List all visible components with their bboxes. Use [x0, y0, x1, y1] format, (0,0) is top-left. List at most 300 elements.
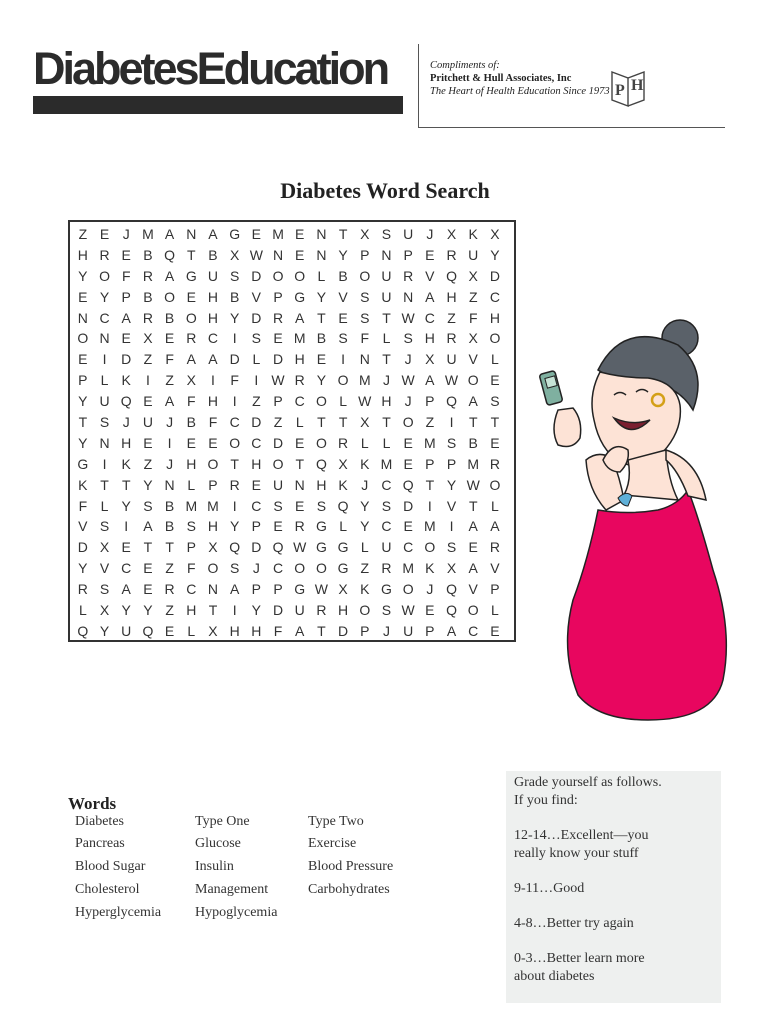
grid-letter[interactable]: D — [272, 434, 284, 451]
grid-letter[interactable]: R — [142, 309, 153, 326]
grid-letter[interactable]: O — [272, 267, 284, 284]
grid-letter[interactable]: R — [77, 581, 88, 598]
grid-letter[interactable]: J — [404, 351, 412, 368]
grid-letter[interactable]: H — [77, 246, 88, 263]
grid-letter[interactable]: I — [232, 497, 237, 514]
grid-letter[interactable]: A — [446, 622, 457, 639]
grid-letter[interactable]: Z — [468, 288, 478, 305]
grid-letter[interactable]: I — [167, 434, 172, 451]
grid-letter[interactable]: P — [208, 476, 218, 493]
grid-letter[interactable]: Q — [446, 267, 457, 284]
grid-letter[interactable]: O — [315, 560, 327, 577]
grid-letter[interactable]: Q — [77, 622, 89, 639]
grid-letter[interactable]: L — [100, 372, 109, 389]
grid-letter[interactable]: F — [230, 372, 239, 389]
grid-letter[interactable]: E — [403, 434, 413, 451]
grid-letter[interactable]: H — [446, 288, 457, 305]
grid-letter[interactable]: T — [100, 476, 109, 493]
grid-letter[interactable]: A — [468, 393, 478, 410]
grid-letter[interactable]: I — [124, 518, 129, 535]
grid-letter[interactable]: E — [121, 330, 131, 347]
grid-letter[interactable]: E — [468, 539, 478, 556]
grid-letter[interactable]: C — [251, 434, 262, 451]
grid-letter[interactable]: H — [207, 518, 219, 535]
grid-letter[interactable]: A — [425, 288, 435, 305]
grid-letter[interactable]: E — [403, 455, 413, 472]
grid-letter[interactable]: Y — [121, 602, 131, 619]
grid-letter[interactable]: G — [294, 288, 306, 305]
grid-letter[interactable]: O — [272, 455, 284, 472]
grid-letter[interactable]: I — [341, 351, 346, 368]
grid-letter[interactable]: R — [381, 560, 392, 577]
grid-letter[interactable]: P — [251, 518, 262, 535]
grid-letter[interactable]: K — [360, 581, 370, 598]
grid-letter[interactable]: R — [164, 581, 175, 598]
grid-letter[interactable]: E — [490, 372, 500, 389]
grid-letter[interactable]: E — [490, 434, 500, 451]
grid-letter[interactable]: T — [468, 497, 478, 514]
grid-letter[interactable]: A — [121, 309, 131, 326]
grid-letter[interactable]: J — [382, 372, 390, 389]
grid-letter[interactable]: E — [316, 351, 327, 368]
grid-letter[interactable]: Z — [273, 414, 283, 431]
grid-letter[interactable]: N — [316, 226, 327, 242]
grid-letter[interactable]: R — [446, 246, 457, 263]
grid-letter[interactable]: Z — [165, 560, 174, 577]
grid-letter[interactable]: L — [339, 518, 347, 535]
grid-letter[interactable]: A — [186, 351, 196, 368]
grid-letter[interactable]: E — [99, 226, 110, 242]
grid-letter[interactable]: P — [403, 246, 413, 263]
grid-letter[interactable]: P — [273, 581, 283, 598]
grid-letter[interactable]: B — [208, 246, 218, 263]
grid-letter[interactable]: G — [337, 560, 349, 577]
grid-letter[interactable]: K — [78, 476, 88, 493]
grid-letter[interactable]: D — [489, 267, 500, 284]
grid-letter[interactable]: H — [229, 622, 240, 639]
grid-letter[interactable]: C — [424, 309, 435, 326]
grid-letter[interactable]: H — [294, 351, 305, 368]
grid-letter[interactable]: Q — [402, 476, 414, 493]
grid-letter[interactable]: V — [338, 288, 348, 305]
grid-letter[interactable]: C — [489, 288, 500, 305]
grid-letter[interactable]: Y — [490, 246, 500, 263]
grid-letter[interactable]: F — [273, 622, 283, 639]
grid-letter[interactable]: K — [338, 476, 348, 493]
grid-letter[interactable]: G — [381, 581, 392, 598]
grid-letter[interactable]: B — [164, 309, 175, 326]
grid-letter[interactable]: J — [426, 226, 434, 242]
grid-letter[interactable]: W — [271, 372, 285, 389]
grid-letter[interactable]: E — [295, 497, 305, 514]
grid-letter[interactable]: U — [381, 288, 392, 305]
grid-letter[interactable]: M — [424, 434, 436, 451]
grid-letter[interactable]: D — [251, 267, 262, 284]
grid-letter[interactable]: U — [446, 351, 457, 368]
grid-letter[interactable]: C — [403, 539, 414, 556]
grid-letter[interactable]: N — [359, 351, 370, 368]
grid-letter[interactable]: E — [273, 330, 283, 347]
grid-letter[interactable]: M — [358, 372, 371, 389]
grid-letter[interactable]: Y — [78, 267, 88, 284]
grid-letter[interactable]: S — [403, 330, 413, 347]
grid-letter[interactable]: T — [490, 414, 500, 431]
grid-letter[interactable]: A — [143, 518, 153, 535]
grid-letter[interactable]: W — [358, 393, 372, 410]
grid-letter[interactable]: L — [187, 622, 196, 639]
grid-letter[interactable]: O — [489, 330, 501, 347]
grid-letter[interactable]: N — [99, 330, 110, 347]
grid-letter[interactable]: W — [314, 581, 329, 598]
grid-letter[interactable]: H — [251, 455, 262, 472]
grid-letter[interactable]: R — [294, 518, 305, 535]
grid-letter[interactable]: D — [251, 539, 262, 556]
grid-letter[interactable]: Z — [78, 226, 88, 242]
grid-letter[interactable]: N — [294, 476, 305, 493]
grid-letter[interactable]: C — [121, 560, 132, 577]
grid-letter[interactable]: V — [468, 351, 478, 368]
grid-letter[interactable]: T — [382, 351, 391, 368]
grid-letter[interactable]: D — [251, 309, 262, 326]
grid-letter[interactable]: T — [382, 414, 391, 431]
grid-letter[interactable]: C — [294, 393, 305, 410]
grid-letter[interactable]: A — [208, 226, 218, 242]
grid-letter[interactable]: H — [316, 476, 327, 493]
grid-letter[interactable]: V — [251, 288, 262, 305]
grid-letter[interactable]: P — [360, 246, 370, 263]
grid-letter[interactable]: S — [99, 414, 110, 431]
grid-letter[interactable]: O — [359, 267, 371, 284]
grid-letter[interactable]: B — [316, 330, 327, 347]
grid-letter[interactable]: T — [317, 309, 326, 326]
grid-letter[interactable]: R — [316, 602, 327, 619]
grid-letter[interactable]: L — [491, 351, 499, 368]
grid-letter[interactable]: Z — [447, 309, 456, 326]
grid-letter[interactable]: W — [249, 246, 263, 263]
grid-letter[interactable]: I — [232, 393, 237, 410]
grid-letter[interactable]: K — [425, 560, 435, 577]
grid-letter[interactable]: E — [121, 539, 131, 556]
grid-letter[interactable]: R — [489, 455, 500, 472]
grid-letter[interactable]: P — [273, 393, 283, 410]
grid-letter[interactable]: V — [490, 560, 500, 577]
grid-letter[interactable]: O — [164, 288, 176, 305]
grid-letter[interactable]: F — [208, 414, 218, 431]
grid-letter[interactable]: E — [251, 476, 262, 493]
grid-letter[interactable]: Y — [229, 518, 240, 535]
grid-letter[interactable]: R — [338, 434, 349, 451]
grid-letter[interactable]: P — [121, 288, 131, 305]
grid-letter[interactable]: Z — [143, 351, 153, 368]
grid-letter[interactable]: S — [381, 226, 392, 242]
grid-letter[interactable]: S — [273, 497, 283, 514]
grid-letter[interactable]: O — [359, 602, 371, 619]
grid-letter[interactable]: H — [489, 309, 500, 326]
grid-letter[interactable]: S — [251, 330, 262, 347]
grid-letter[interactable]: W — [293, 539, 307, 556]
grid-letter[interactable]: T — [425, 476, 435, 493]
grid-letter[interactable]: L — [187, 476, 196, 493]
grid-letter[interactable]: G — [315, 518, 327, 535]
grid-letter[interactable]: B — [468, 434, 478, 451]
grid-letter[interactable]: Y — [251, 602, 262, 619]
grid-letter[interactable]: I — [211, 372, 215, 389]
grid-letter[interactable]: O — [185, 309, 197, 326]
grid-letter[interactable]: E — [490, 622, 500, 639]
grid-letter[interactable]: G — [77, 455, 89, 472]
grid-letter[interactable]: L — [360, 434, 369, 451]
grid-letter[interactable]: G — [185, 267, 197, 284]
grid-letter[interactable]: E — [78, 351, 88, 368]
grid-letter[interactable]: I — [254, 372, 259, 389]
grid-letter[interactable]: J — [426, 581, 434, 598]
grid-letter[interactable]: C — [381, 476, 392, 493]
grid-letter[interactable]: S — [99, 581, 110, 598]
grid-letter[interactable]: Q — [142, 622, 154, 639]
grid-letter[interactable]: B — [164, 497, 175, 514]
grid-letter[interactable]: B — [164, 518, 175, 535]
grid-letter[interactable]: X — [99, 602, 110, 619]
grid-letter[interactable]: E — [164, 330, 175, 347]
grid-letter[interactable]: Z — [165, 602, 174, 619]
grid-letter[interactable]: D — [338, 622, 349, 639]
grid-letter[interactable]: B — [143, 246, 153, 263]
grid-letter[interactable]: P — [425, 393, 435, 410]
grid-letter[interactable]: G — [229, 226, 241, 242]
grid-letter[interactable]: T — [468, 414, 478, 431]
grid-letter[interactable]: Y — [446, 476, 457, 493]
grid-letter[interactable]: L — [491, 602, 499, 619]
grid-letter[interactable]: W — [401, 309, 415, 326]
grid-letter[interactable]: O — [99, 267, 110, 284]
grid-letter[interactable]: V — [78, 518, 88, 535]
grid-letter[interactable]: A — [295, 309, 305, 326]
grid-letter[interactable]: K — [360, 455, 370, 472]
grid-letter[interactable]: S — [381, 497, 392, 514]
grid-letter[interactable]: T — [338, 414, 348, 431]
grid-letter[interactable]: T — [187, 246, 196, 263]
grid-letter[interactable]: F — [78, 497, 88, 514]
grid-letter[interactable]: Y — [78, 393, 88, 410]
grid-letter[interactable]: C — [381, 518, 392, 535]
grid-letter[interactable]: Z — [425, 414, 435, 431]
grid-letter[interactable]: A — [425, 372, 435, 389]
grid-letter[interactable]: L — [360, 539, 369, 556]
grid-letter[interactable]: X — [208, 539, 218, 556]
grid-letter[interactable]: E — [295, 246, 305, 263]
grid-letter[interactable]: P — [425, 455, 435, 472]
grid-letter[interactable]: H — [207, 288, 219, 305]
grid-letter[interactable]: O — [402, 414, 414, 431]
grid-letter[interactable]: J — [404, 393, 412, 410]
grid-letter[interactable]: P — [446, 455, 457, 472]
grid-letter[interactable]: H — [381, 393, 392, 410]
grid-letter[interactable]: V — [425, 267, 435, 284]
grid-letter[interactable]: I — [427, 497, 432, 514]
grid-letter[interactable]: X — [143, 330, 153, 347]
grid-letter[interactable]: C — [99, 309, 110, 326]
grid-letter[interactable]: X — [425, 351, 435, 368]
grid-letter[interactable]: A — [121, 581, 131, 598]
grid-letter[interactable]: U — [403, 622, 414, 639]
grid-letter[interactable]: F — [187, 560, 196, 577]
grid-letter[interactable]: R — [446, 330, 457, 347]
grid-letter[interactable]: I — [102, 351, 107, 368]
grid-letter[interactable]: P — [273, 288, 283, 305]
grid-letter[interactable]: Y — [338, 246, 348, 263]
grid-letter[interactable]: H — [207, 393, 219, 410]
grid-letter[interactable]: J — [166, 414, 174, 431]
grid-letter[interactable]: H — [251, 622, 262, 639]
grid-letter[interactable]: M — [380, 455, 393, 472]
grid-letter[interactable]: O — [337, 372, 349, 389]
grid-letter[interactable]: E — [186, 288, 196, 305]
grid-letter[interactable]: E — [143, 560, 153, 577]
grid-letter[interactable]: X — [99, 539, 110, 556]
grid-letter[interactable]: I — [449, 518, 454, 535]
grid-letter[interactable]: C — [229, 414, 240, 431]
grid-letter[interactable]: Z — [165, 372, 174, 389]
grid-letter[interactable]: C — [468, 622, 479, 639]
grid-letter[interactable]: S — [360, 288, 370, 305]
grid-letter[interactable]: U — [99, 393, 110, 410]
grid-letter[interactable]: A — [468, 518, 478, 535]
grid-letter[interactable]: Q — [229, 539, 241, 556]
grid-letter[interactable]: P — [425, 622, 435, 639]
grid-letter[interactable]: E — [143, 581, 153, 598]
grid-letter[interactable]: A — [164, 267, 175, 284]
grid-letter[interactable]: U — [294, 602, 305, 619]
grid-letter[interactable]: X — [186, 372, 196, 389]
grid-letter[interactable]: Y — [78, 560, 88, 577]
grid-letter[interactable]: L — [78, 602, 87, 619]
grid-letter[interactable]: F — [187, 393, 196, 410]
grid-letter[interactable]: X — [468, 330, 478, 347]
grid-letter[interactable]: E — [403, 518, 413, 535]
grid-letter[interactable]: R — [186, 330, 197, 347]
grid-letter[interactable]: O — [489, 476, 501, 493]
grid-letter[interactable]: S — [381, 602, 392, 619]
grid-letter[interactable]: Y — [143, 602, 153, 619]
grid-letter[interactable]: T — [338, 226, 348, 242]
grid-letter[interactable]: Y — [360, 518, 370, 535]
grid-letter[interactable]: Q — [164, 246, 176, 263]
grid-letter[interactable]: X — [446, 226, 457, 242]
grid-letter[interactable]: C — [272, 560, 284, 577]
grid-letter[interactable]: I — [102, 455, 107, 472]
grid-letter[interactable]: F — [121, 267, 131, 284]
grid-letter[interactable]: N — [77, 309, 88, 326]
grid-letter[interactable]: T — [143, 539, 153, 556]
grid-letter[interactable]: O — [229, 434, 241, 451]
grid-letter[interactable]: B — [338, 267, 348, 284]
grid-letter[interactable]: X — [446, 560, 457, 577]
grid-letter[interactable]: E — [273, 518, 283, 535]
grid-letter[interactable]: N — [316, 246, 327, 263]
grid-letter[interactable]: X — [229, 246, 240, 263]
grid-letter[interactable]: O — [467, 372, 479, 389]
grid-letter[interactable]: Y — [360, 497, 370, 514]
grid-letter[interactable]: S — [316, 497, 327, 514]
grid-letter[interactable]: M — [142, 226, 154, 242]
grid-letter[interactable]: J — [252, 560, 260, 577]
grid-letter[interactable]: H — [121, 434, 132, 451]
grid-letter[interactable]: H — [207, 309, 219, 326]
grid-letter[interactable]: D — [272, 602, 284, 619]
grid-letter[interactable]: H — [338, 602, 349, 619]
grid-letter[interactable]: E — [295, 226, 305, 242]
grid-letter[interactable]: Q — [315, 455, 327, 472]
grid-letter[interactable]: M — [467, 455, 480, 472]
grid-letter[interactable]: H — [424, 330, 435, 347]
grid-letter[interactable]: W — [401, 372, 415, 389]
grid-letter[interactable]: C — [207, 330, 219, 347]
grid-letter[interactable]: Q — [337, 497, 349, 514]
grid-letter[interactable]: S — [143, 497, 153, 514]
grid-letter[interactable]: O — [207, 560, 219, 577]
grid-letter[interactable]: N — [381, 246, 392, 263]
grid-letter[interactable]: D — [272, 351, 284, 368]
grid-letter[interactable]: A — [208, 351, 218, 368]
grid-letter[interactable]: T — [230, 455, 239, 472]
grid-letter[interactable]: M — [402, 560, 414, 577]
grid-letter[interactable]: A — [468, 560, 478, 577]
grid-letter[interactable]: Z — [252, 393, 261, 410]
grid-letter[interactable]: N — [164, 476, 175, 493]
grid-letter[interactable]: T — [382, 309, 391, 326]
grid-letter[interactable]: I — [145, 372, 150, 389]
grid-letter[interactable]: R — [403, 267, 414, 284]
grid-letter[interactable]: P — [251, 581, 262, 598]
grid-letter[interactable]: K — [121, 455, 131, 472]
grid-letter[interactable]: S — [360, 309, 370, 326]
grid-letter[interactable]: K — [121, 372, 131, 389]
grid-letter[interactable]: S — [446, 539, 457, 556]
grid-letter[interactable]: U — [403, 226, 414, 242]
grid-letter[interactable]: C — [186, 581, 197, 598]
grid-letter[interactable]: D — [403, 497, 414, 514]
grid-letter[interactable]: R — [294, 372, 305, 389]
grid-letter[interactable]: T — [317, 622, 326, 639]
grid-letter[interactable]: M — [424, 518, 436, 535]
grid-letter[interactable]: S — [490, 393, 500, 410]
grid-letter[interactable]: Y — [99, 288, 110, 305]
grid-letter[interactable]: V — [468, 581, 478, 598]
grid-letter[interactable]: X — [490, 226, 500, 242]
grid-letter[interactable]: J — [361, 476, 369, 493]
grid-letter[interactable]: X — [208, 622, 218, 639]
grid-letter[interactable]: I — [449, 414, 454, 431]
grid-letter[interactable]: K — [468, 226, 478, 242]
grid-letter[interactable]: V — [99, 560, 110, 577]
grid-letter[interactable]: I — [232, 602, 237, 619]
grid-letter[interactable]: D — [229, 351, 240, 368]
grid-letter[interactable]: V — [446, 497, 457, 514]
grid-letter[interactable]: H — [186, 602, 197, 619]
grid-letter[interactable]: U — [207, 267, 219, 284]
grid-letter[interactable]: O — [207, 455, 219, 472]
grid-letter[interactable]: Y — [316, 372, 327, 389]
grid-letter[interactable]: N — [186, 226, 197, 242]
grid-letter[interactable]: S — [446, 434, 457, 451]
grid-letter[interactable]: E — [295, 434, 305, 451]
grid-letter[interactable]: N — [99, 434, 110, 451]
grid-letter[interactable]: P — [186, 539, 196, 556]
grid-letter[interactable]: Y — [229, 309, 240, 326]
grid-letter[interactable]: B — [143, 288, 153, 305]
grid-letter[interactable]: S — [338, 330, 348, 347]
grid-letter[interactable]: R — [272, 309, 284, 326]
